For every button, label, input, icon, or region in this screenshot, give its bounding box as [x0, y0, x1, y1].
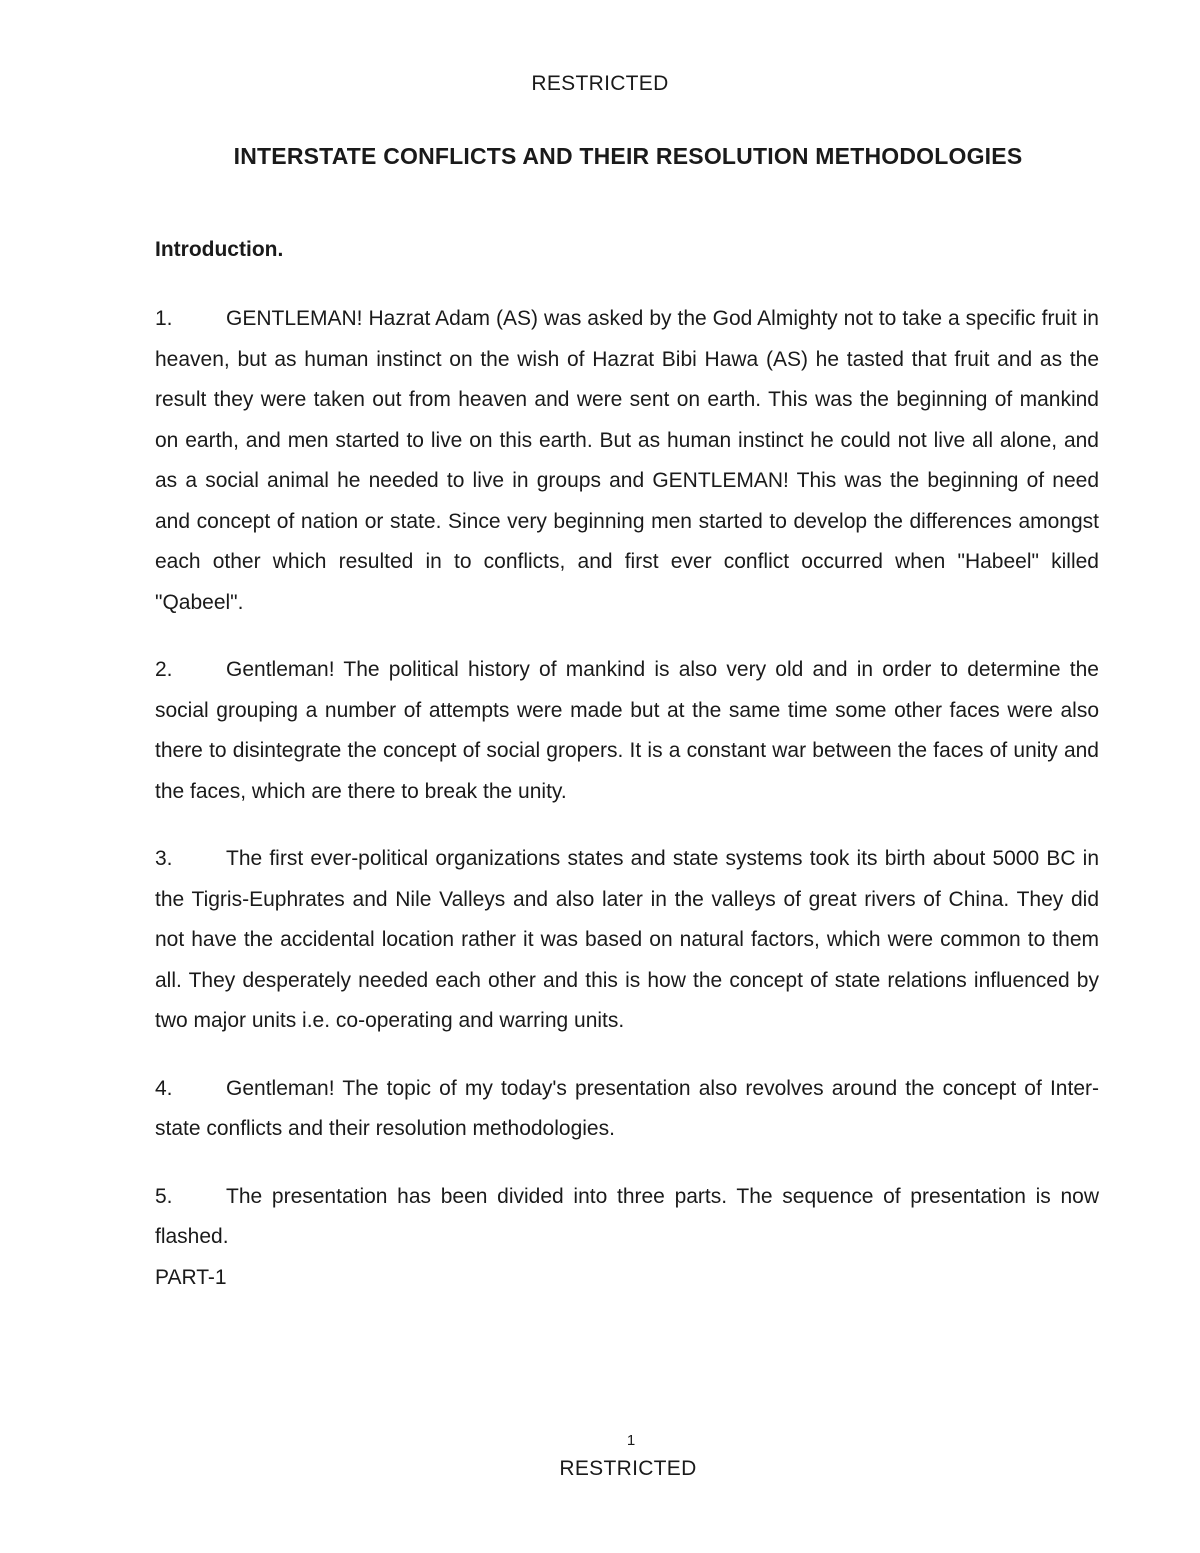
paragraph-number: 2. [155, 658, 173, 681]
paragraph-text: The first ever-political organizations states and state systems took its birth about 5000 BC in the Tigris-Euphrates and Nile Valleys and also later in the valleys of great rivers of China. They did not have the accidental location rather it was based on natural factors, which were common to them all. They desperately needed each other and this is how the concept of state relations influenced by two major units i.e. co-operating and warring units. [155, 847, 1099, 1032]
paragraph-number: 4. [155, 1076, 173, 1100]
section-heading-introduction: Introduction. [155, 238, 284, 261]
paragraph-text: Gentleman! The political history of mankind is also very old and in order to determine the social grouping a number of attempts were made but at the same time some other faces were also there to disintegrate the concept of social gropers. It is a constant war between the faces of unity and the faces, which are there to break the unity. [155, 658, 1099, 803]
document-title: INTERSTATE CONFLICTS AND THEIR RESOLUTION METHODOLOGIES [233, 143, 1023, 169]
paragraph-3 [155, 839, 1099, 1042]
page-number: 1 [626, 1432, 636, 1449]
paragraph-2 [155, 650, 1099, 812]
paragraph-4 [155, 1069, 1099, 1150]
footer-restricted-marking: RESTRICTED [559, 1457, 697, 1480]
paragraph-5 [155, 1177, 1099, 1258]
paragraph-text: GENTLEMAN! Hazrat Adam (AS) was asked by the God Almighty not to take a specific fruit in heaven, but as human instinct on the wish of Hazrat Bibi Hawa (AS) he tasted that fruit and as the result they were taken out from heaven and were sent on earth. This was the beginning of mankind on earth, and men started to live on this earth. But as human instinct he could not live all alone, and as a social animal he needed to live in groups and GENTLEMAN! This was the beginning of need and concept of nation or state. Since very beginning men started to develop the differences amongst each other which resulted in to conflicts, and first ever conflict occurred when "Habeel" killed "Qabeel". [155, 307, 1099, 614]
paragraph-number: 3. [155, 847, 173, 870]
paragraph-number: 5. [155, 1184, 173, 1208]
paragraph-text: Gentleman! The topic of my today's presentation also revolves around the concept of Inter-state conflicts and their resolution methodologies. [155, 1076, 1099, 1140]
part-label: PART-1 [155, 1265, 227, 1289]
document-body [155, 299, 1099, 1298]
header-restricted-marking: RESTRICTED [531, 72, 669, 95]
paragraph-text: The presentation has been divided into three parts. The sequence of presentation is now flashed. [155, 1184, 1099, 1248]
paragraph-1 [155, 299, 1099, 623]
paragraph-number: 1. [155, 307, 173, 330]
